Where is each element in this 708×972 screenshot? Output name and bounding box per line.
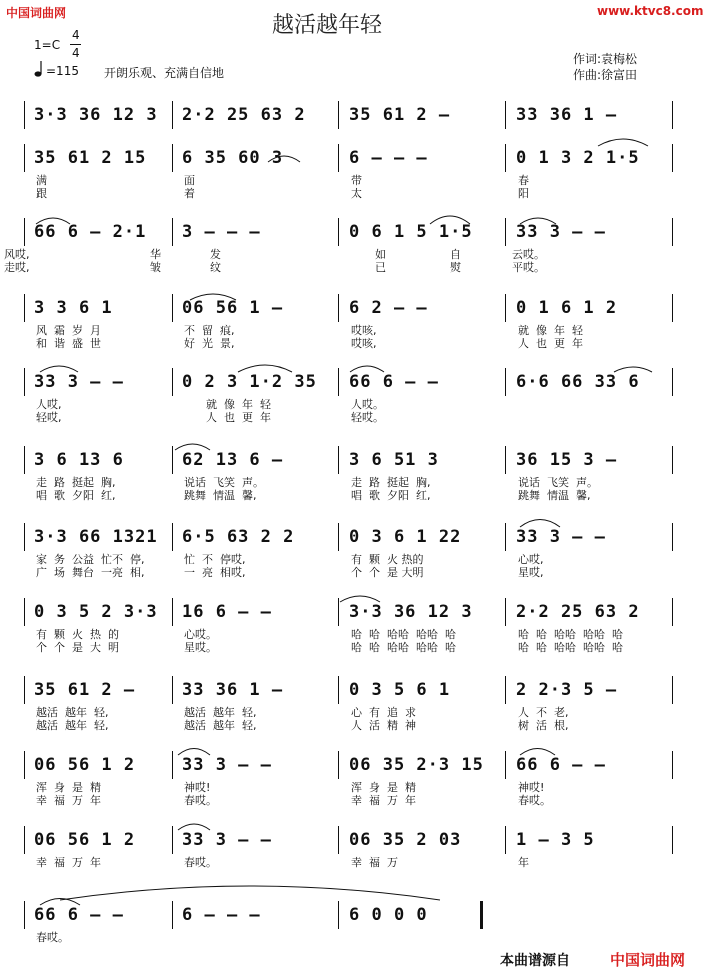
- slur: [614, 367, 652, 372]
- lyric-text: 就 像 年 轻: [518, 324, 583, 337]
- lyric-text: 人 不 老,: [518, 706, 569, 719]
- measure-notes: 0 6 1 5 1·5: [349, 222, 473, 242]
- lyric-text: 家 务 公益 忙不 停,: [36, 553, 145, 566]
- measure-notes: 33 3 – –: [182, 830, 272, 850]
- lyric-text: 越活 越年 轻,: [184, 706, 257, 719]
- lyric-text: 有 颗 火 热 的: [36, 628, 119, 641]
- lyric-text: 幸 福 万 年: [351, 794, 416, 807]
- lyric-text: 幸 福 万 年: [36, 794, 101, 807]
- lyric-text: 星哎。: [184, 641, 217, 654]
- lyric-text: 神哎!: [518, 781, 545, 794]
- lyric-text: 越活 越年 轻,: [36, 706, 109, 719]
- measure-notes: 33 36 1 –: [516, 105, 618, 125]
- lyric-text: 云哎。: [512, 248, 545, 261]
- slur: [178, 824, 210, 830]
- measure-notes: 33 3 – –: [516, 527, 606, 547]
- lyric-text: 浑 身 是 精: [351, 781, 416, 794]
- lyric-text: 年: [518, 856, 529, 869]
- measure-notes: 0 3 5 6 1: [349, 680, 451, 700]
- lyric-text: 华: [150, 248, 161, 261]
- lyric-text: 心哎,: [518, 553, 544, 566]
- slur: [268, 156, 300, 162]
- measure-notes: 1 – 3 5: [516, 830, 595, 850]
- lyric-text: 哎咳,: [351, 337, 377, 350]
- measure-notes: 0 3 6 1 22: [349, 527, 462, 547]
- measure-notes: 3 6 13 6: [34, 450, 124, 470]
- measure-notes: 2·2 25 63 2: [516, 602, 640, 622]
- measure-notes: 0 1 6 1 2: [516, 298, 618, 318]
- measure-notes: 16 6 – –: [182, 602, 272, 622]
- measure-notes: 6·6 66 33 6: [516, 372, 640, 392]
- lyric-text: 跟: [36, 187, 47, 200]
- slur: [520, 749, 555, 756]
- lyric-text: 走 路 挺起 胸,: [36, 476, 116, 489]
- source-site-link[interactable]: 中国词曲网: [610, 951, 686, 969]
- lyric-text: 哈 哈 哈哈 哈哈 哈: [518, 641, 623, 654]
- song-title: 越活越年轻: [272, 13, 383, 38]
- expression-marking: 开朗乐观、充满自信地: [104, 66, 225, 80]
- lyric-text: 跳舞 情温 馨,: [184, 489, 257, 502]
- measure-notes: 2·2 25 63 2: [182, 105, 306, 125]
- lyric-text: 春哎。: [518, 794, 551, 807]
- measure-notes: 3·3 36 12 3: [34, 105, 158, 125]
- lyric-text: 如: [375, 248, 386, 261]
- lyric-text: 个 个 是 大 明: [36, 641, 119, 654]
- slur: [36, 218, 70, 224]
- lyric-text: 越活 越年 轻,: [184, 719, 257, 732]
- measure-notes: 0 3 5 2 3·3: [34, 602, 158, 622]
- measure-notes: 6 35 60 3: [182, 148, 284, 168]
- slur: [40, 366, 78, 372]
- slur: [340, 596, 380, 602]
- lyric-text: 好 光 景,: [184, 337, 235, 350]
- slur: [238, 365, 292, 372]
- lyric-text: 人 也 更 年: [518, 337, 583, 350]
- measure-notes: 33 36 1 –: [182, 680, 284, 700]
- slur: [40, 899, 80, 906]
- lyric-text: 不 留 痕,: [184, 324, 235, 337]
- lyric-text: 平哎。: [512, 261, 545, 274]
- lyric-text: 神哎!: [184, 781, 211, 794]
- lyric-text: 人哎。: [351, 398, 384, 411]
- measure-notes: 6 0 0 0: [349, 905, 428, 925]
- lyric-text: 春哎。: [36, 931, 69, 944]
- lyric-text: 说话 飞笑 声。: [518, 476, 598, 489]
- lyric-text: 忙 不 停哎,: [184, 553, 246, 566]
- lyric-text: 广 场 舞台 一亮 相,: [36, 566, 145, 579]
- lyric-text: 和 谐 盛 世: [36, 337, 101, 350]
- measure-notes: 35 61 2 –: [34, 680, 136, 700]
- lyric-text: 已: [375, 261, 386, 274]
- lyric-text: 越活 越年 轻,: [36, 719, 109, 732]
- lyric-text: 皱: [150, 261, 161, 274]
- lyric-text: 有 颗 火 热的: [351, 553, 424, 566]
- measure-notes: 06 35 2·3 15: [349, 755, 484, 775]
- measure-notes: 62 13 6 –: [182, 450, 284, 470]
- measure-notes: 3 3 6 1: [34, 298, 113, 318]
- lyric-text: 心 有 追 求: [351, 706, 416, 719]
- lyric-text: 带: [351, 174, 362, 187]
- lyric-text: 面: [184, 174, 195, 187]
- lyric-text: 纹: [210, 261, 221, 274]
- measure-notes: 66 6 – 2·1: [34, 222, 147, 242]
- lyric-text: 风 霜 岁 月: [36, 324, 101, 337]
- lyric-text: 春哎。: [184, 794, 217, 807]
- time-signature-top: 4: [72, 28, 80, 42]
- lyric-text: 人哎,: [36, 398, 62, 411]
- measure-notes: 2 2·3 5 –: [516, 680, 618, 700]
- measure-notes: 33 3 – –: [182, 755, 272, 775]
- lyric-text: 轻哎,: [36, 411, 62, 424]
- source-label: 本曲谱源自: [500, 953, 570, 969]
- slur: [190, 294, 236, 300]
- lyricist-credit: 作词:袁梅松: [573, 52, 638, 66]
- lyric-text: 跳舞 情温 馨,: [518, 489, 591, 502]
- measure-notes: 3 – – –: [182, 222, 261, 242]
- tempo-marking: =115: [46, 64, 79, 78]
- lyric-text: 说话 飞笑 声。: [184, 476, 264, 489]
- lyric-text: 哎咳,: [351, 324, 377, 337]
- lyric-text: 心哎。: [184, 628, 217, 641]
- lyric-text: 唱 歌 夕阳 红,: [36, 489, 116, 502]
- lyric-text: 春哎。: [184, 856, 217, 869]
- lyric-text: 哈 哈 哈哈 哈哈 哈: [518, 628, 623, 641]
- measure-notes: 06 56 1 –: [182, 298, 284, 318]
- measure-notes: 66 6 – –: [516, 755, 606, 775]
- lyric-text: 人 也 更 年: [206, 411, 271, 424]
- lyric-text: 着: [184, 187, 195, 200]
- measure-notes: 3 6 51 3: [349, 450, 439, 470]
- lyric-text: 春: [518, 174, 529, 187]
- lyric-text: 轻哎。: [351, 411, 384, 424]
- measure-notes: 66 6 – –: [34, 905, 124, 925]
- lyric-text: 走 路 挺起 胸,: [351, 476, 431, 489]
- lyric-text: 太: [351, 187, 362, 200]
- site-url-right[interactable]: www.ktvc8.com: [597, 4, 704, 18]
- lyric-text: 发: [210, 248, 221, 261]
- measure-notes: 66 6 – –: [349, 372, 439, 392]
- lyric-text: 风哎,: [4, 248, 30, 261]
- measure-notes: 33 3 – –: [516, 222, 606, 242]
- slur: [520, 218, 556, 224]
- lyric-text: 人 活 精 神: [351, 719, 416, 732]
- measure-notes: 33 3 – –: [34, 372, 124, 392]
- lyric-text: 幸 福 万: [351, 856, 398, 869]
- lyric-text: 哈 哈 哈哈 哈哈 哈: [351, 641, 456, 654]
- slur: [430, 216, 470, 224]
- lyric-text: 星哎,: [518, 566, 544, 579]
- lyric-text: 自: [450, 248, 461, 261]
- measure-notes: 06 35 2 03: [349, 830, 462, 850]
- measure-notes: 06 56 1 2: [34, 830, 136, 850]
- lyric-text: 哈 哈 哈哈 哈哈 哈: [351, 628, 456, 641]
- measure-notes: 6·5 63 2 2: [182, 527, 295, 547]
- lyric-text: 满: [36, 174, 47, 187]
- measure-notes: 3·3 36 12 3: [349, 602, 473, 622]
- lyric-text: 走哎,: [4, 261, 30, 274]
- measure-notes: 35 61 2 15: [34, 148, 147, 168]
- site-logo-left[interactable]: 中国词曲网: [6, 6, 67, 20]
- measure-notes: 6 – – –: [182, 905, 261, 925]
- lyric-text: 树 活 根,: [518, 719, 569, 732]
- slur: [60, 886, 440, 900]
- slur: [350, 366, 384, 372]
- lyric-text: 一 亮 相哎,: [184, 566, 246, 579]
- lyric-text: 幸 福 万 年: [36, 856, 101, 869]
- slur: [520, 520, 560, 528]
- measure-notes: 36 15 3 –: [516, 450, 618, 470]
- composer-credit: 作曲:徐富田: [573, 68, 638, 82]
- slur: [178, 749, 210, 756]
- measure-notes: 35 61 2 –: [349, 105, 451, 125]
- measure-notes: 3·3 66 1321: [34, 527, 158, 547]
- slur: [175, 444, 210, 450]
- key-signature: 1=C: [34, 38, 61, 52]
- lyric-text: 浑 身 是 精: [36, 781, 101, 794]
- lyric-text: 唱 歌 夕阳 红,: [351, 489, 431, 502]
- measure-notes: 06 56 1 2: [34, 755, 136, 775]
- measure-notes: 0 2 3 1·2 35: [182, 372, 317, 392]
- measure-notes: 0 1 3 2 1·5: [516, 148, 640, 168]
- lyric-text: 阳: [518, 187, 529, 200]
- measure-notes: 6 – – –: [349, 148, 428, 168]
- lyric-text: 就 像 年 轻: [206, 398, 271, 411]
- lyric-text: 个 个 是 大明: [351, 566, 424, 579]
- measure-notes: 6 2 – –: [349, 298, 428, 318]
- time-signature-bottom: 4: [72, 46, 80, 60]
- lyric-text: 熨: [450, 261, 461, 274]
- slur: [598, 139, 648, 146]
